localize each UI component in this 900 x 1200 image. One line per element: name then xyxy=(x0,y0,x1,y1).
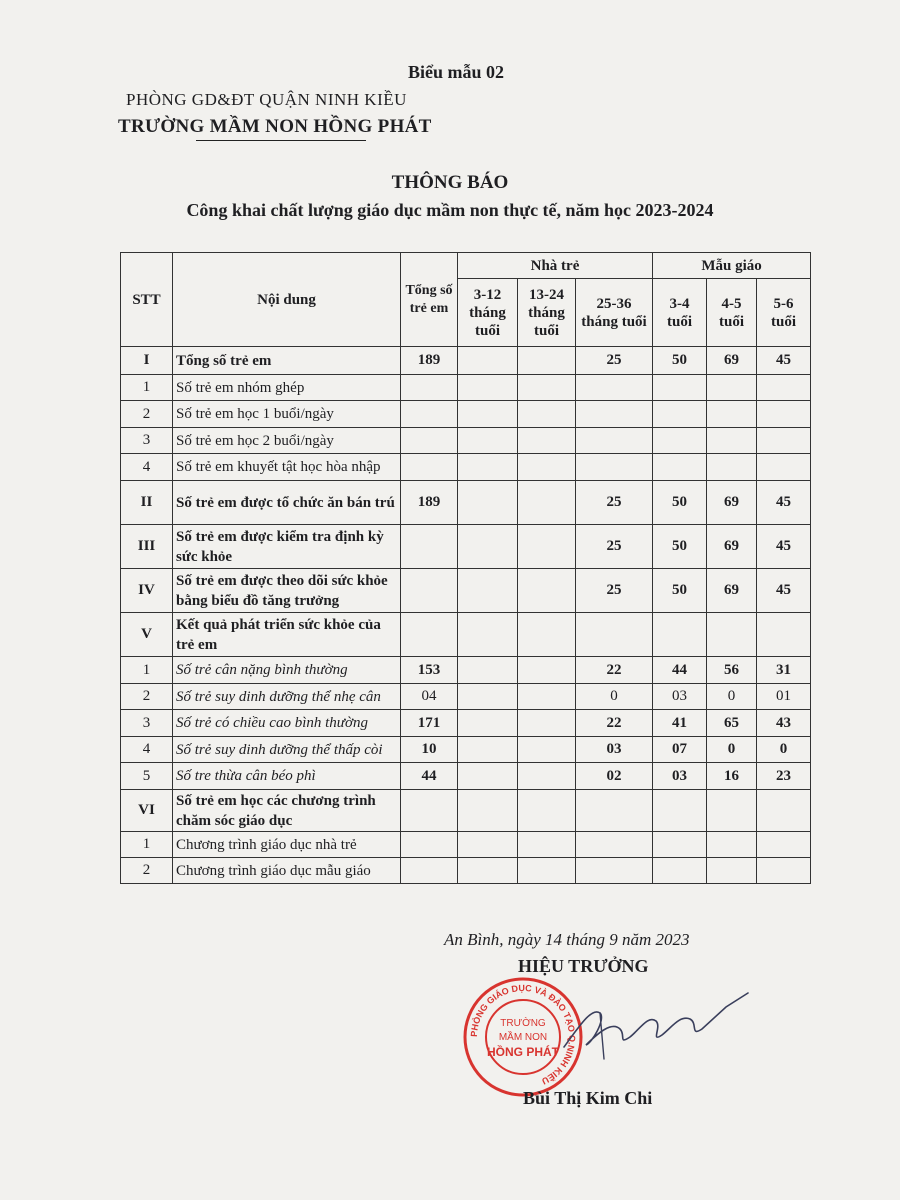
row-stt: 2 xyxy=(121,684,173,710)
cell-total xyxy=(401,428,458,454)
row-content: Số trẻ cân nặng bình thường xyxy=(173,657,401,684)
table-row xyxy=(121,737,811,763)
cell-n2 xyxy=(518,710,576,737)
cell-total: 171 xyxy=(401,710,458,737)
cell-n1 xyxy=(458,657,518,684)
cell-k1: 50 xyxy=(653,525,707,569)
cell-n2 xyxy=(518,832,576,858)
cell-n3: 22 xyxy=(576,710,653,737)
cell-n1 xyxy=(458,858,518,884)
table-row xyxy=(121,525,811,569)
cell-total xyxy=(401,613,458,657)
seal-line-1: TRƯỜNG xyxy=(500,1018,546,1029)
row-stt: 2 xyxy=(121,401,173,428)
cell-n1 xyxy=(458,710,518,737)
handwritten-signature xyxy=(540,985,750,1065)
row-stt: 5 xyxy=(121,763,173,790)
header-k2: 4-5 tuổi xyxy=(707,279,757,347)
cell-k3 xyxy=(757,832,811,858)
table-body xyxy=(121,347,811,884)
row-content: Số trẻ có chiều cao bình thường xyxy=(173,710,401,737)
cell-total: 44 xyxy=(401,763,458,790)
header-n3: 25-36 tháng tuổi xyxy=(576,279,653,347)
cell-k3: 0 xyxy=(757,737,811,763)
row-content: Tổng số trẻ em xyxy=(173,347,401,375)
cell-n1 xyxy=(458,613,518,657)
cell-n2 xyxy=(518,684,576,710)
cell-n3: 03 xyxy=(576,737,653,763)
cell-n3 xyxy=(576,858,653,884)
row-content: Kết quả phát triển sức khỏe của trẻ em xyxy=(173,613,401,657)
cell-n3: 25 xyxy=(576,347,653,375)
cell-k1: 03 xyxy=(653,684,707,710)
header-k3: 5-6 tuổi xyxy=(757,279,811,347)
cell-n3: 22 xyxy=(576,657,653,684)
document-subtitle: Công khai chất lượng giáo dục mầm non thực tế, năm học 2023-2024 xyxy=(186,200,714,220)
cell-k2 xyxy=(707,858,757,884)
table-row xyxy=(121,657,811,684)
cell-n2 xyxy=(518,481,576,525)
cell-k1 xyxy=(653,401,707,428)
department-name: PHÒNG GD&ĐT QUẬN NINH KIỀU xyxy=(126,90,407,109)
table-row xyxy=(121,481,811,525)
table-row xyxy=(121,790,811,832)
cell-total: 10 xyxy=(401,737,458,763)
cell-k2 xyxy=(707,428,757,454)
cell-k3 xyxy=(757,858,811,884)
cell-n2 xyxy=(518,347,576,375)
cell-k2 xyxy=(707,613,757,657)
cell-k1: 50 xyxy=(653,481,707,525)
cell-n1 xyxy=(458,347,518,375)
cell-k1 xyxy=(653,375,707,401)
row-stt: I xyxy=(121,347,173,375)
cell-n3 xyxy=(576,790,653,832)
signer-role: HIỆU TRƯỞNG xyxy=(518,956,649,976)
cell-k1 xyxy=(653,428,707,454)
cell-k3 xyxy=(757,375,811,401)
cell-k1 xyxy=(653,832,707,858)
cell-n3: 25 xyxy=(576,525,653,569)
table-row xyxy=(121,763,811,790)
cell-n2 xyxy=(518,454,576,481)
cell-n3 xyxy=(576,613,653,657)
cell-k2: 69 xyxy=(707,569,757,613)
row-content: Số trẻ em học 2 buổi/ngày xyxy=(173,428,401,454)
cell-total: 153 xyxy=(401,657,458,684)
row-stt: III xyxy=(121,525,173,569)
cell-total: 189 xyxy=(401,481,458,525)
cell-n1 xyxy=(458,375,518,401)
cell-k3: 43 xyxy=(757,710,811,737)
header-content: Nội dung xyxy=(173,253,401,347)
cell-n2 xyxy=(518,763,576,790)
cell-total xyxy=(401,858,458,884)
seal-line-2: MẦM NON xyxy=(498,1032,548,1043)
header-k1: 3-4 tuổi xyxy=(653,279,707,347)
cell-k1 xyxy=(653,454,707,481)
row-stt: II xyxy=(121,481,173,525)
cell-total xyxy=(401,832,458,858)
cell-n1 xyxy=(458,737,518,763)
cell-total xyxy=(401,454,458,481)
school-underline xyxy=(196,140,366,141)
seal-ring-text: PHÒNG GIÁO DỤC VÀ ĐÀO TẠO Q.NINH KIỀU xyxy=(468,982,578,1087)
cell-n3 xyxy=(576,401,653,428)
cell-k3: 31 xyxy=(757,657,811,684)
row-content: Chương trình giáo dục mẫu giáo xyxy=(173,858,401,884)
table-row xyxy=(121,347,811,375)
cell-n3: 02 xyxy=(576,763,653,790)
cell-k3: 23 xyxy=(757,763,811,790)
table-row xyxy=(121,858,811,884)
cell-k1: 44 xyxy=(653,657,707,684)
cell-n1 xyxy=(458,684,518,710)
cell-k1 xyxy=(653,858,707,884)
cell-k2 xyxy=(707,832,757,858)
row-stt: 4 xyxy=(121,454,173,481)
row-stt: 3 xyxy=(121,428,173,454)
row-content: Số tre thừa cân béo phì xyxy=(173,763,401,790)
cell-k2: 69 xyxy=(707,525,757,569)
table-row xyxy=(121,832,811,858)
date-line: An Bình, ngày 14 tháng 9 năm 2023 xyxy=(444,930,690,949)
cell-k2: 69 xyxy=(707,347,757,375)
cell-k1: 50 xyxy=(653,347,707,375)
cell-k2: 0 xyxy=(707,737,757,763)
cell-k2 xyxy=(707,375,757,401)
row-stt: IV xyxy=(121,569,173,613)
cell-n2 xyxy=(518,790,576,832)
table-row xyxy=(121,401,811,428)
cell-k2: 69 xyxy=(707,481,757,525)
cell-k2 xyxy=(707,401,757,428)
cell-n3: 25 xyxy=(576,481,653,525)
row-content: Số trẻ suy dinh dưỡng thể nhẹ cân xyxy=(173,684,401,710)
table-row xyxy=(121,569,811,613)
row-stt: 3 xyxy=(121,710,173,737)
header-n2: 13-24 tháng tuổi xyxy=(518,279,576,347)
cell-k3 xyxy=(757,428,811,454)
cell-n1 xyxy=(458,428,518,454)
cell-n3: 25 xyxy=(576,569,653,613)
cell-k3 xyxy=(757,613,811,657)
cell-k1: 03 xyxy=(653,763,707,790)
cell-n2 xyxy=(518,737,576,763)
cell-k3 xyxy=(757,454,811,481)
document-title: THÔNG BÁO xyxy=(391,172,509,193)
cell-k3: 45 xyxy=(757,525,811,569)
row-content: Số trẻ em được kiểm tra định kỳ sức khỏe xyxy=(173,525,401,569)
signer-name: Bùi Thị Kim Chi xyxy=(523,1088,653,1108)
cell-n3: 0 xyxy=(576,684,653,710)
header-stt: STT xyxy=(121,253,173,347)
cell-k3: 45 xyxy=(757,569,811,613)
cell-k1: 50 xyxy=(653,569,707,613)
cell-k1 xyxy=(653,613,707,657)
cell-k3 xyxy=(757,401,811,428)
cell-total: 04 xyxy=(401,684,458,710)
cell-n1 xyxy=(458,790,518,832)
cell-k2: 0 xyxy=(707,684,757,710)
row-stt: 2 xyxy=(121,858,173,884)
cell-n1 xyxy=(458,481,518,525)
cell-n2 xyxy=(518,657,576,684)
cell-k2 xyxy=(707,790,757,832)
cell-total xyxy=(401,375,458,401)
row-content: Số trẻ em được tổ chức ăn bán trú xyxy=(173,481,401,525)
cell-n2 xyxy=(518,569,576,613)
cell-n3 xyxy=(576,454,653,481)
cell-n1 xyxy=(458,401,518,428)
cell-n2 xyxy=(518,613,576,657)
row-stt: 1 xyxy=(121,657,173,684)
cell-n2 xyxy=(518,401,576,428)
header-n1: 3-12 tháng tuổi xyxy=(458,279,518,347)
cell-n3 xyxy=(576,375,653,401)
cell-k2: 65 xyxy=(707,710,757,737)
header-total: Tổng số trẻ em xyxy=(401,253,458,347)
cell-n1 xyxy=(458,525,518,569)
cell-total xyxy=(401,569,458,613)
form-number: Biểu mẫu 02 xyxy=(408,62,505,82)
seal-line-3: HỒNG PHÁT xyxy=(487,1045,559,1059)
cell-n1 xyxy=(458,832,518,858)
cell-total xyxy=(401,525,458,569)
cell-k1: 41 xyxy=(653,710,707,737)
header-nursery: Nhà trẻ xyxy=(458,253,653,279)
row-content: Số trẻ em được theo dõi sức khỏe bằng biểu đồ tăng trưởng xyxy=(173,569,401,613)
cell-n2 xyxy=(518,525,576,569)
cell-k2: 56 xyxy=(707,657,757,684)
table-row xyxy=(121,428,811,454)
cell-k3: 45 xyxy=(757,481,811,525)
row-stt: V xyxy=(121,613,173,657)
row-content: Số trẻ em nhóm ghép xyxy=(173,375,401,401)
cell-n3 xyxy=(576,832,653,858)
cell-n2 xyxy=(518,428,576,454)
table-row xyxy=(121,613,811,657)
row-content: Số trẻ em học các chương trình chăm sóc giáo dục xyxy=(173,790,401,832)
cell-n3 xyxy=(576,428,653,454)
cell-total xyxy=(401,790,458,832)
cell-n1 xyxy=(458,454,518,481)
cell-k3: 45 xyxy=(757,347,811,375)
cell-k1: 07 xyxy=(653,737,707,763)
row-content: Chương trình giáo dục nhà trẻ xyxy=(173,832,401,858)
cell-total: 189 xyxy=(401,347,458,375)
cell-total xyxy=(401,401,458,428)
header-kindergarten: Mẫu giáo xyxy=(653,253,811,279)
school-name: TRƯỜNG MẦM NON HỒNG PHÁT xyxy=(118,116,432,137)
cell-n1 xyxy=(458,763,518,790)
cell-k1 xyxy=(653,790,707,832)
row-stt: VI xyxy=(121,790,173,832)
table-row xyxy=(121,684,811,710)
table-row xyxy=(121,375,811,401)
cell-k2 xyxy=(707,454,757,481)
row-stt: 1 xyxy=(121,832,173,858)
cell-n2 xyxy=(518,858,576,884)
cell-k3 xyxy=(757,790,811,832)
row-stt: 4 xyxy=(121,737,173,763)
cell-n1 xyxy=(458,569,518,613)
row-content: Số trẻ em học 1 buổi/ngày xyxy=(173,401,401,428)
cell-k2: 16 xyxy=(707,763,757,790)
row-stt: 1 xyxy=(121,375,173,401)
cell-k3: 01 xyxy=(757,684,811,710)
row-content: Số trẻ suy dinh dưỡng thể thấp còi xyxy=(173,737,401,763)
cell-n2 xyxy=(518,375,576,401)
row-content: Số trẻ em khuyết tật học hòa nhập xyxy=(173,454,401,481)
quality-table xyxy=(120,252,811,884)
table-row xyxy=(121,454,811,481)
table-row xyxy=(121,710,811,737)
